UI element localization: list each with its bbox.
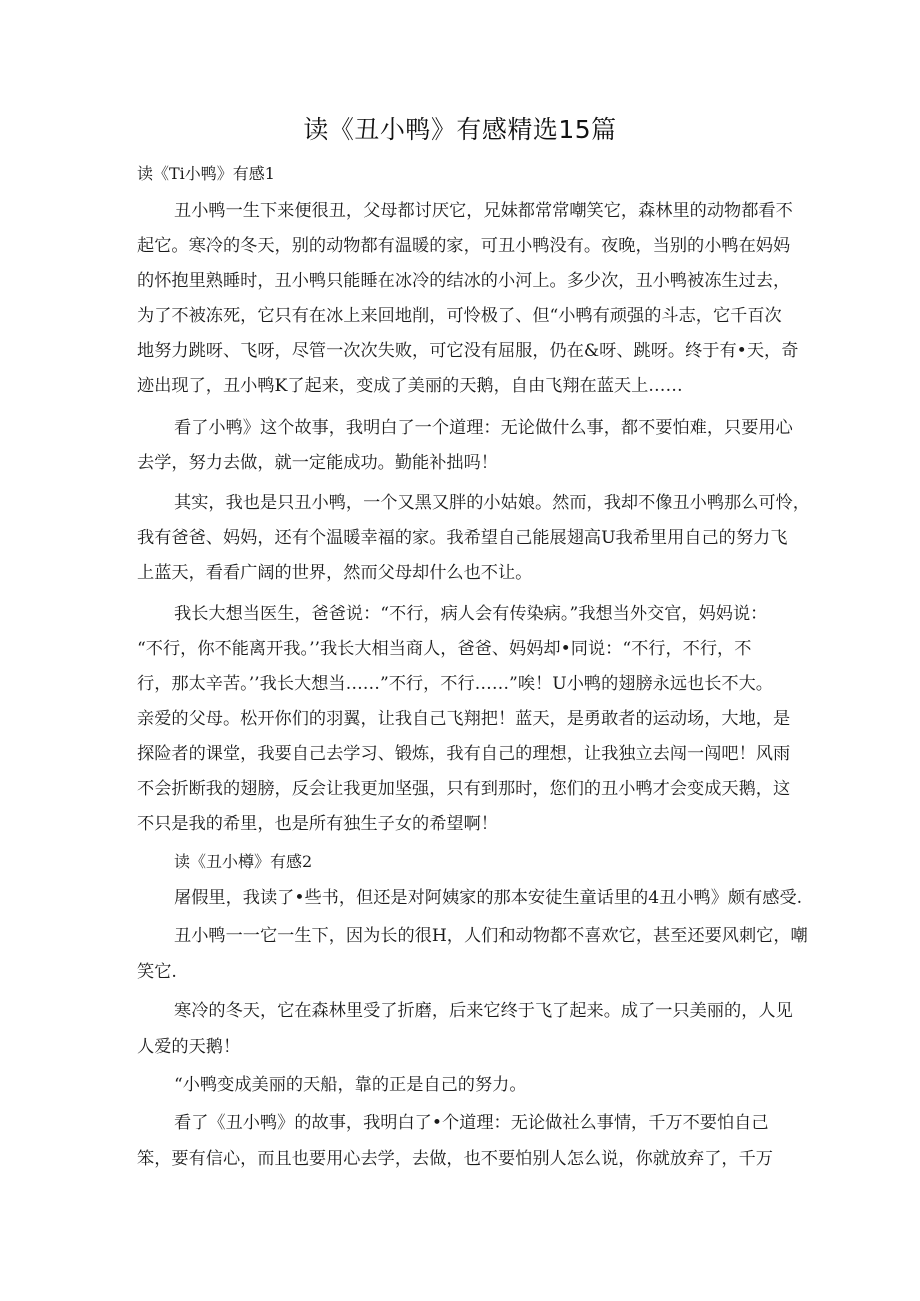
paragraph-line: 人爱的天鹅！ (137, 1037, 241, 1057)
paragraph-line: 屠假里，我读了•些书，但还是对阿姨家的那本安徒生童话里的4丑小鸭》颇有感受. (174, 888, 803, 908)
paragraph-line: 起它。寒冷的冬天，别的动物都有温暖的家，可丑小鸭没有。夜晚，当别的小鸭在妈妈 (137, 236, 791, 256)
paragraph-line: 亲爱的父母。松开你们的羽翼，让我自己飞翔把！蓝天，是勇敢者的运动场，大地，是 (137, 709, 791, 729)
paragraph-line: 看了小鸭》这个故事，我明白了一个道理：无论做什么事，都不要怕难，只要用心 (174, 418, 793, 438)
paragraph-line: 迹出现了，丑小鸭K了起来，变成了美丽的天鹅，自由飞翔在蓝天上…… (137, 376, 683, 396)
paragraph-line: “不行，你不能离开我。’’我长大相当商人，爸爸、妈妈却•同说：“不行，不行，不 (137, 639, 752, 659)
paragraph-line: 为了不被冻死，它只有在冰上来回地削，可怜极了、但“小鸭有顽强的斗志，它千百次 (137, 306, 782, 326)
paragraph-line: 地努力跳呀、飞呀，尽管一次次失败，可它没有屈服，仍在&呀、跳呀。终于有•天，奇 (137, 341, 799, 361)
paragraph-line: 丑小鸭一生下来便很丑，父母都讨厌它，兄妹都常常嘲笑它，森林里的动物都看不 (174, 201, 793, 221)
paragraph-line: 我有爸爸、妈妈，还有个温暖幸福的家。我希望自己能展翅高U我希里用自己的努力飞 (137, 528, 788, 548)
paragraph-line: 上蓝天，看看广阔的世界，然而父母却什么也不让。 (137, 563, 533, 583)
section-heading-1: 读《Ti小鸭》有感1 (137, 164, 275, 183)
paragraph-line: 丑小鸭一一它一生下，因为长的很H，人们和动物都不喜欢它，甚至还要风刺它，嘲 (174, 926, 808, 946)
paragraph-line: 探险者的课堂，我要自己去学习、锻炼，我有自己的理想，让我独立去闯一闯吧！风雨 (137, 744, 791, 764)
document-title: 读《丑小鸭》有感精选15篇 (303, 115, 617, 144)
paragraph-line: 笨，要有信心，而且也要用心去学，去做，也不要怕别人怎么说，你就放弃了，千万 (137, 1149, 773, 1169)
paragraph-line: 看了《丑小鸭》的故事，我明白了•个道理：无论做社么事情，千万不要怕自己 (174, 1113, 769, 1133)
section-heading-2: 读《丑小樽》有感2 (174, 852, 313, 871)
paragraph-line: 行，那太辛苦。’’我长大想当……”不行，不行……”唉！U小鸭的翅膀永远也长不大。 (137, 674, 773, 694)
paragraph-line: 不会折断我的翅膀，反会让我更加坚强，只有到那时，您们的丑小鸭才会变成天鹅，这 (137, 779, 791, 799)
paragraph-line: 不只是我的希里，也是所有独生子女的希望啊！ (137, 814, 498, 834)
paragraph-line: 其实，我也是只丑小鸭，一个又黑又胖的小姑娘。然而，我却不像丑小鸭那么可怜， (174, 493, 810, 513)
paragraph-line: 去学，努力去做，就一定能成功。勤能补拙吗！ (137, 453, 498, 473)
paragraph-line: 的怀抱里熟睡时，丑小鸭只能睡在冰冷的结冰的小河上。多少次，丑小鸭被冻生过去， (137, 271, 791, 291)
paragraph-line: 寒冷的冬天，它在森林里受了折磨，后来它终于飞了起来。成了一只美丽的，人见 (174, 1001, 793, 1021)
paragraph-line: 我长大想当医生，爸爸说：“不行，病人会有传染病。”我想当外交官，妈妈说： (174, 604, 768, 624)
paragraph-line: 笑它. (137, 962, 177, 982)
paragraph-line: “小鸭变成美丽的天船，靠的正是自己的努力。 (174, 1075, 527, 1095)
